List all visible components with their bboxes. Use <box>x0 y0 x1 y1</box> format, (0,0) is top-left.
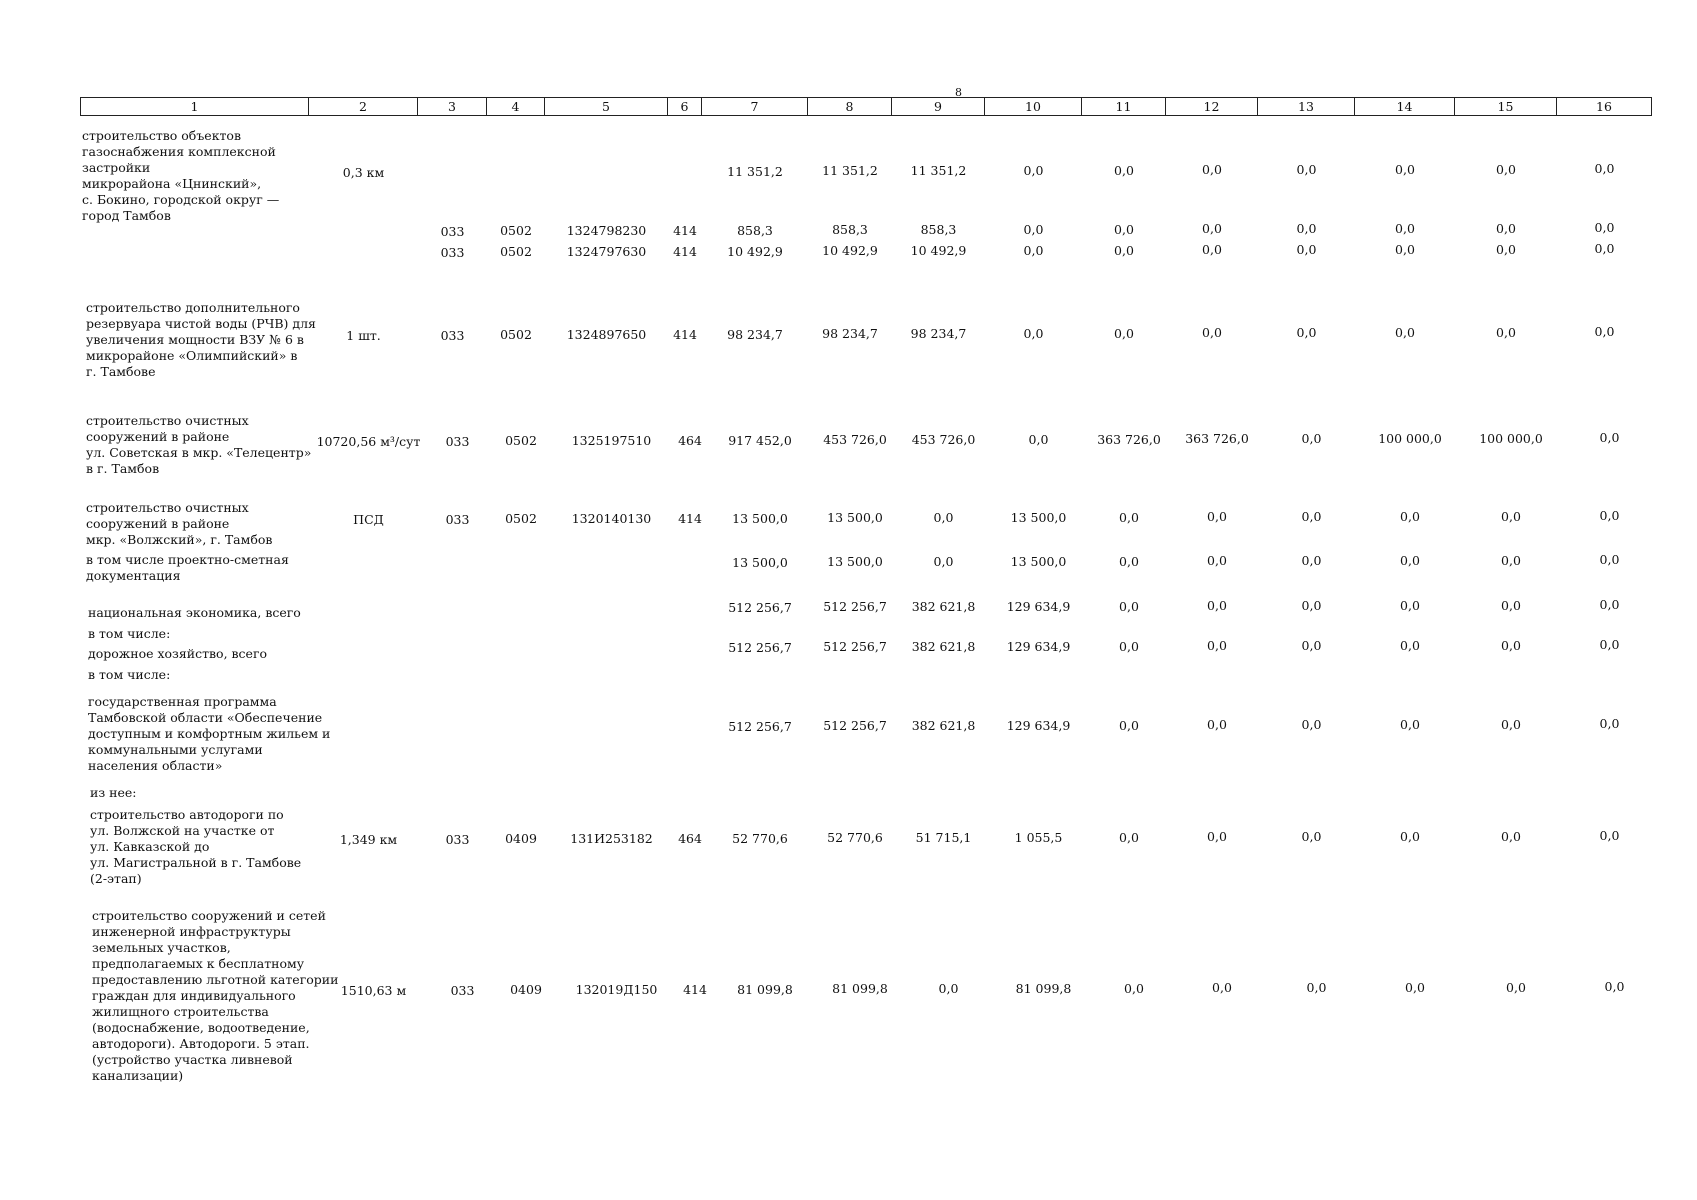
table-cell: 033 <box>440 245 465 260</box>
table-cell: 0,0 <box>1395 162 1415 177</box>
table-cell: 1320140130 <box>571 511 652 526</box>
table-cell: 0,0 <box>1594 241 1615 256</box>
table-cell: 0,0 <box>1301 509 1322 524</box>
row-description: дорожное хозяйство, всего <box>88 646 268 661</box>
table-cell: 0,0 <box>1202 221 1222 236</box>
table-cell: 0,0 <box>1114 243 1134 258</box>
table-cell: 131И253182 <box>570 831 653 846</box>
table-cell: 512 256,7 <box>728 719 792 734</box>
table-cell: 100 000,0 <box>1479 431 1543 446</box>
table-cell: 11 351,2 <box>822 163 878 178</box>
table-cell: 0,0 <box>1207 638 1227 653</box>
table-cell: 0,0 <box>1114 326 1134 341</box>
table-cell: 0,0 <box>1296 242 1317 257</box>
header-col-15: 15 <box>1455 97 1557 116</box>
table-cell: 414 <box>683 982 707 997</box>
table-cell: 100 000,0 <box>1378 431 1442 446</box>
table-cell: 10 492,9 <box>727 244 783 259</box>
table-cell: 0,0 <box>1496 325 1516 340</box>
table-cell: 858,3 <box>920 222 957 237</box>
table-cell: 13 500,0 <box>732 511 788 526</box>
table-cell: 0,0 <box>1023 222 1044 237</box>
table-cell: 10 492,9 <box>910 243 967 258</box>
row-description: строительство очистных сооружений в районе ул. Советская в мкр. «Телецентр» в г. Тамбов <box>86 413 312 476</box>
table-cell: 363 726,0 <box>1097 432 1161 447</box>
table-cell: 0,0 <box>1599 552 1620 567</box>
table-cell: 414 <box>673 244 697 259</box>
table-cell: 13 500,0 <box>827 510 883 525</box>
table-cell: 0,0 <box>933 510 954 525</box>
table-cell: 0,0 <box>1501 598 1521 613</box>
table-cell: 1324797630 <box>566 244 647 259</box>
table-cell: 0,0 <box>1119 510 1139 525</box>
table-cell: 0502 <box>500 327 532 342</box>
table-cell: 512 256,7 <box>823 599 887 614</box>
table-cell: 0,0 <box>1599 430 1620 445</box>
table-cell: 512 256,7 <box>728 600 792 615</box>
table-cell: 382 621,8 <box>911 639 976 654</box>
header-col-10: 10 <box>985 97 1082 116</box>
table-cell: 363 726,0 <box>1185 431 1249 446</box>
table-cell: 0,0 <box>938 981 959 996</box>
table-cell: 10720,56 м³/сут <box>316 434 421 449</box>
header-col-9: 9 <box>892 97 985 116</box>
header-col-8: 8 <box>808 97 892 116</box>
row-description: строительство автодороги по ул. Волжской на участке от ул. Кавказской до ул. Магистральной в г. Тамбове (2-этап) <box>90 807 302 886</box>
header-col-5: 5 <box>545 97 668 116</box>
row-description: в том числе проектно-сметная документация <box>86 552 289 583</box>
table-cell: 0502 <box>500 223 532 238</box>
table-cell: 0,0 <box>1496 242 1516 257</box>
table-cell: 52 770,6 <box>732 831 788 846</box>
table-cell: 52 770,6 <box>827 830 883 845</box>
table-cell: 0502 <box>505 511 537 526</box>
table-cell: 512 256,7 <box>823 718 887 733</box>
table-cell: 0,0 <box>1594 324 1615 339</box>
table-cell: 0,0 <box>1119 718 1139 733</box>
table-cell: 13 500,0 <box>1010 510 1067 525</box>
table-cell: 0,0 <box>1599 637 1620 652</box>
table-cell: 0,0 <box>1119 599 1139 614</box>
table-cell: 0,0 <box>1400 598 1420 613</box>
table-cell: 13 500,0 <box>732 555 788 570</box>
table-cell: 0,0 <box>1202 162 1222 177</box>
table-cell: 132019Д150 <box>575 982 658 997</box>
header-col-3: 3 <box>418 97 487 116</box>
table-cell: 0,0 <box>1296 221 1317 236</box>
page-number: 8 <box>955 86 962 99</box>
table-cell: 129 634,9 <box>1006 639 1071 654</box>
table-cell: 0,0 <box>1119 830 1139 845</box>
table-cell: 453 726,0 <box>823 432 887 447</box>
table-cell: 0,0 <box>1599 716 1620 731</box>
table-cell: 1510,63 м <box>340 983 407 998</box>
table-cell: 81 099,8 <box>737 982 793 997</box>
table-cell: 1324798230 <box>566 223 647 238</box>
table-cell: 414 <box>678 511 702 526</box>
table-cell: 512 256,7 <box>823 639 887 654</box>
table-cell: 0,0 <box>1301 598 1322 613</box>
header-col-4: 4 <box>487 97 545 116</box>
table-cell: 0,0 <box>1114 163 1134 178</box>
row-description: в том числе: <box>88 626 171 641</box>
table-cell: 0,0 <box>1506 980 1526 995</box>
table-cell: 033 <box>440 328 465 343</box>
table-cell: 453 726,0 <box>911 432 976 447</box>
table-cell: 0,0 <box>1400 553 1420 568</box>
table-cell: 0,0 <box>1301 829 1322 844</box>
header-col-12: 12 <box>1166 97 1258 116</box>
table-cell: 0,0 <box>1202 242 1222 257</box>
table-cell: 0,0 <box>1207 598 1227 613</box>
table-cell: 13 500,0 <box>1010 554 1067 569</box>
table-cell: 0409 <box>510 982 542 997</box>
table-cell: 0,0 <box>1405 980 1425 995</box>
row-description: строительство объектов газоснабжения комплексной застройки микрорайона «Цнинский», с. Бокино, городской округ — город Тамбов <box>82 128 280 223</box>
table-cell: 0,0 <box>1296 325 1317 340</box>
table-cell: 11 351,2 <box>910 163 967 178</box>
table-cell: 382 621,8 <box>911 718 976 733</box>
table-cell: 414 <box>673 327 697 342</box>
table-cell: 858,3 <box>737 223 773 238</box>
table-cell: 0,0 <box>1594 220 1615 235</box>
row-description: строительство сооружений и сетей инженерной инфраструктуры земельных участков, предполагаемых к бесплатному предоставлению льготной категории граждан для индивидуального жилищного строительства (водоснабжение, водоотведение, автодороги). Автодороги. 5 этап. (устройство участка ливневой канализации) <box>92 908 339 1083</box>
table-cell: 0,0 <box>1496 162 1516 177</box>
table-cell: 0,0 <box>1599 508 1620 523</box>
table-cell: 0,0 <box>1114 222 1134 237</box>
table-cell: 0,0 <box>1212 980 1232 995</box>
table-cell: 0,0 <box>1400 509 1420 524</box>
header-col-11: 11 <box>1082 97 1166 116</box>
table-cell: 0,0 <box>1207 509 1227 524</box>
header-col-14: 14 <box>1355 97 1455 116</box>
row-description: из нее: <box>90 785 137 800</box>
table-cell: 11 351,2 <box>727 164 783 179</box>
row-description: строительство очистных сооружений в районе мкр. «Волжский», г. Тамбов <box>86 500 273 547</box>
table-cell: 0,0 <box>1599 597 1620 612</box>
table-cell: 81 099,8 <box>1015 981 1072 996</box>
table-cell: 0502 <box>505 433 537 448</box>
table-cell: 0,0 <box>1501 638 1521 653</box>
header-col-16: 16 <box>1557 97 1652 116</box>
table-cell: 10 492,9 <box>822 243 878 258</box>
header-col-6: 6 <box>668 97 702 116</box>
table-cell: 0,0 <box>1202 325 1222 340</box>
table-cell: 0502 <box>500 244 532 259</box>
table-cell: 0,0 <box>1496 221 1516 236</box>
row-description: государственная программа Тамбовской области «Обеспечение доступным и комфортным жильем и коммунальными услугами населения области» <box>88 694 331 773</box>
table-cell: 033 <box>445 434 470 449</box>
table-cell: 0,0 <box>1119 554 1139 569</box>
table-cell: 1 055,5 <box>1014 830 1063 845</box>
row-description: строительство дополнительного резервуара чистой воды (РЧВ) для увеличения мощности ВЗУ № 6 в микрорайоне «Олимпийский» в г. Тамбове <box>86 300 316 379</box>
table-cell: 0,0 <box>933 554 954 569</box>
table-cell: 0,0 <box>1395 325 1415 340</box>
table-cell: 0,0 <box>1395 242 1415 257</box>
table-cell: 0,0 <box>1296 162 1317 177</box>
table-cell: 0,0 <box>1207 553 1227 568</box>
table-cell: 464 <box>678 433 702 448</box>
table-cell: 1,349 км <box>339 832 398 847</box>
table-cell: 0,0 <box>1501 717 1521 732</box>
header-col-7: 7 <box>702 97 808 116</box>
table-cell: 414 <box>673 223 697 238</box>
table-cell: 033 <box>450 983 475 998</box>
table-cell: 0,0 <box>1023 243 1044 258</box>
table-cell: 0,0 <box>1400 829 1420 844</box>
table-cell: 858,3 <box>832 222 868 237</box>
table-cell: 0,0 <box>1599 828 1620 843</box>
table-cell: 98 234,7 <box>910 326 967 341</box>
table-cell: 0,0 <box>1023 163 1044 178</box>
table-cell: 0409 <box>505 831 537 846</box>
table-cell: 51 715,1 <box>915 830 972 845</box>
table-cell: 98 234,7 <box>727 327 783 342</box>
table-cell: 1 шт. <box>346 328 381 343</box>
table-cell: 0,0 <box>1594 161 1615 176</box>
header-col-2: 2 <box>309 97 418 116</box>
row-description: в том числе: <box>88 667 171 682</box>
table-cell: 0,0 <box>1400 638 1420 653</box>
table-cell: 0,3 км <box>342 165 385 180</box>
table-cell: 0,0 <box>1207 717 1227 732</box>
table-cell: 0,0 <box>1501 509 1521 524</box>
table-cell: 0,0 <box>1400 717 1420 732</box>
table-cell: 033 <box>445 832 470 847</box>
table-cell: 0,0 <box>1301 431 1322 446</box>
table-cell: 0,0 <box>1604 979 1625 994</box>
row-description: национальная экономика, всего <box>88 605 301 620</box>
table-cell: 0,0 <box>1124 981 1144 996</box>
table-cell: 917 452,0 <box>728 433 792 448</box>
header-col-1: 1 <box>80 97 309 116</box>
table-cell: 0,0 <box>1028 432 1049 447</box>
table-cell: 033 <box>445 512 470 527</box>
table-cell: 512 256,7 <box>728 640 792 655</box>
table-cell: 0,0 <box>1395 221 1415 236</box>
table-cell: 13 500,0 <box>827 554 883 569</box>
table-cell: 129 634,9 <box>1006 718 1071 733</box>
table-cell: 0,0 <box>1501 553 1521 568</box>
table-cell: 0,0 <box>1501 829 1521 844</box>
table-cell: 98 234,7 <box>822 326 878 341</box>
table-cell: 0,0 <box>1301 553 1322 568</box>
table-cell: 464 <box>678 831 702 846</box>
table-cell: 81 099,8 <box>832 981 888 996</box>
table-cell: 1324897650 <box>566 327 647 342</box>
header-col-13: 13 <box>1258 97 1355 116</box>
table-cell: 033 <box>440 224 465 239</box>
table-cell: 0,0 <box>1023 326 1044 341</box>
table-cell: 1325197510 <box>571 433 652 448</box>
table-cell: 0,0 <box>1306 980 1327 995</box>
table-cell: 0,0 <box>1119 639 1139 654</box>
table-cell: 382 621,8 <box>911 599 976 614</box>
table-cell: 0,0 <box>1301 638 1322 653</box>
table-cell: 0,0 <box>1301 717 1322 732</box>
table-cell: 129 634,9 <box>1006 599 1071 614</box>
table-cell: ПСД <box>353 512 384 527</box>
table-cell: 0,0 <box>1207 829 1227 844</box>
